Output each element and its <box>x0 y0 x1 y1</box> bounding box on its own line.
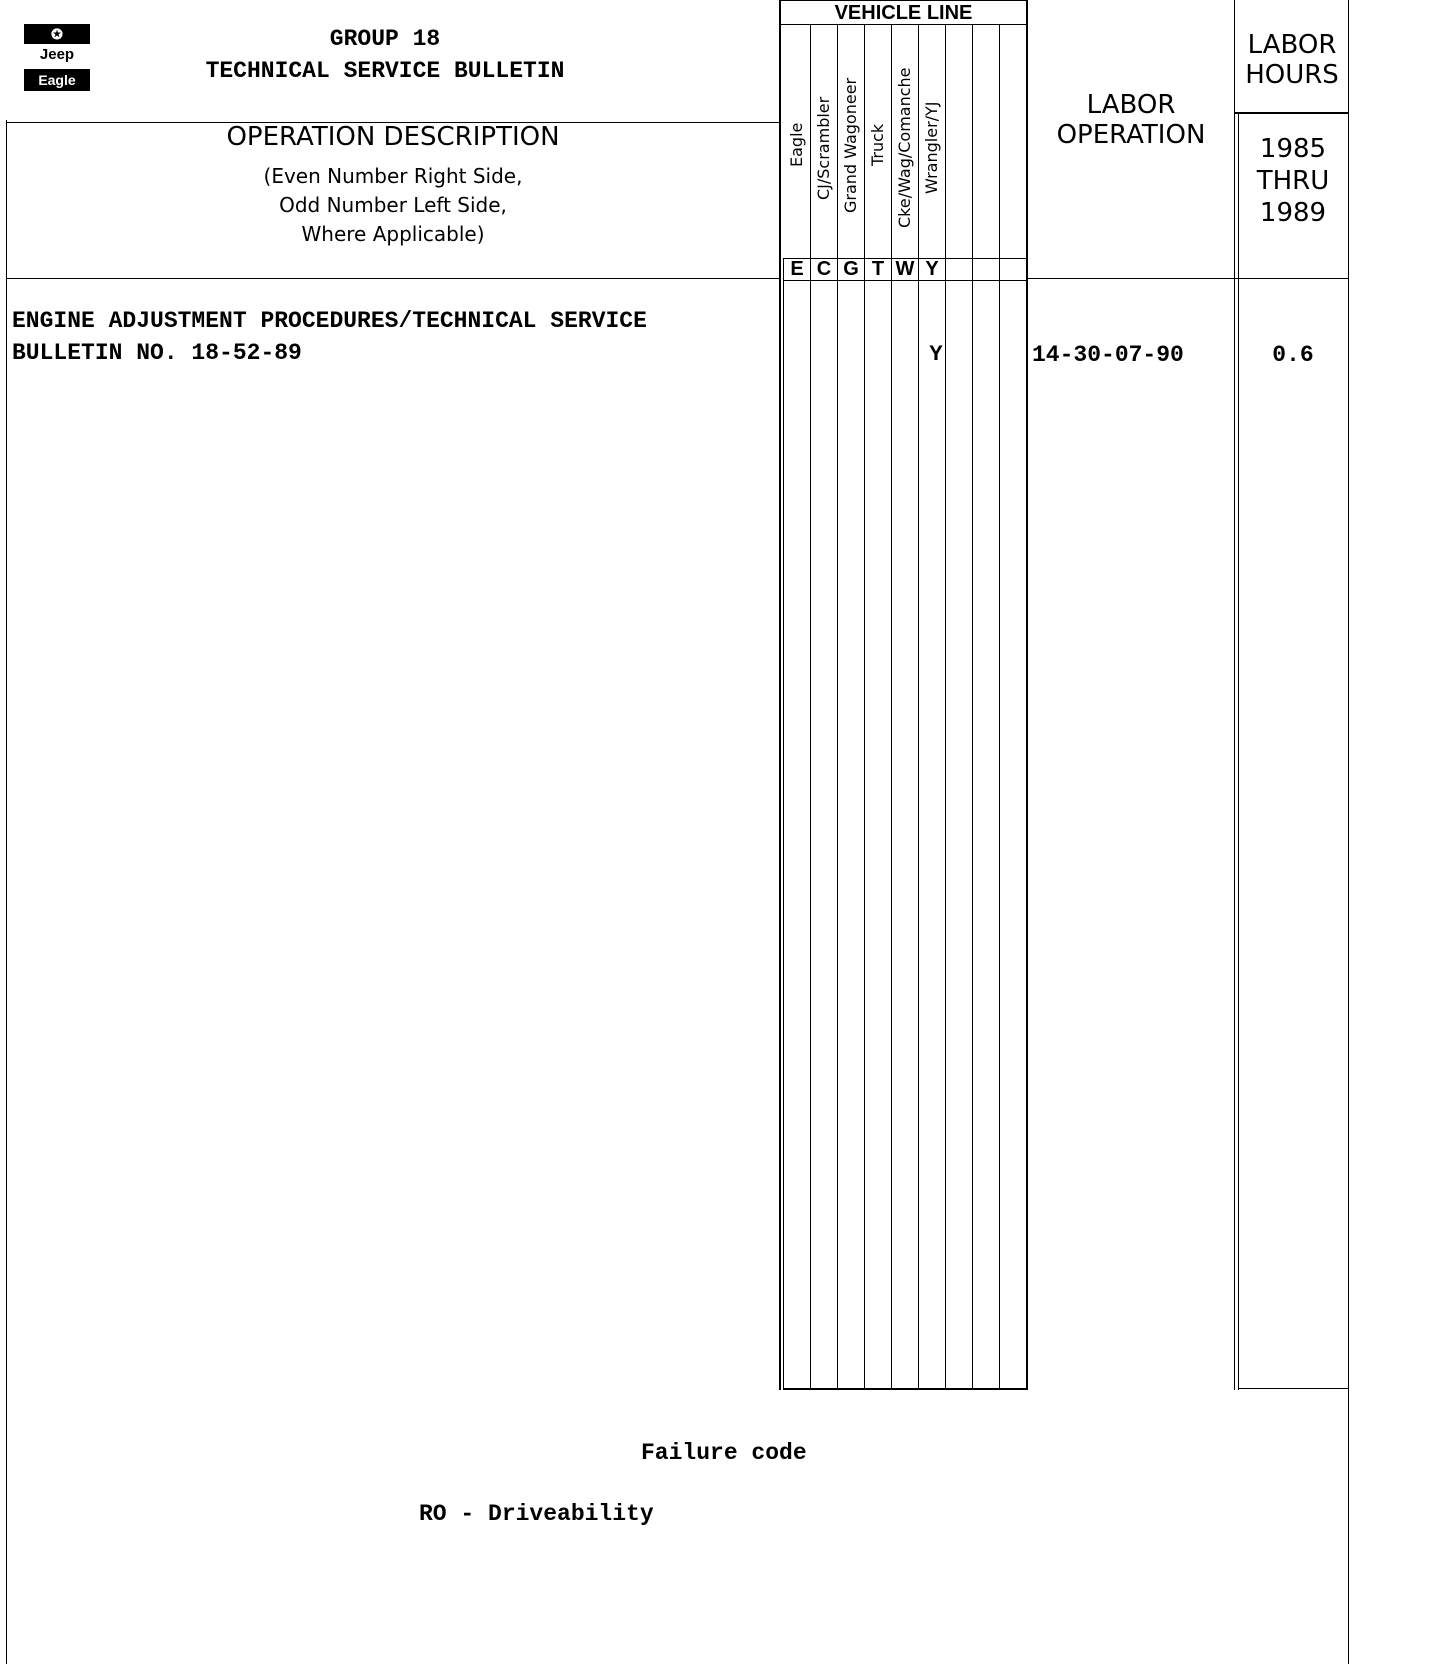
top-border <box>779 0 1028 1</box>
labor-hours-title-line2: HOURS <box>1245 60 1339 90</box>
logo-jeep-text: Jeep <box>39 46 75 63</box>
vehicle-code-t: T <box>871 258 885 280</box>
bulletin-type: TECHNICAL SERVICE BULLETIN <box>205 58 565 84</box>
vehicle-name-cke-wag-comanche: Cke/Wag/Comanche <box>895 67 914 228</box>
vehicle-code-e: E <box>790 258 804 280</box>
labor-hours-header-divider <box>1240 278 1348 279</box>
vehicle-code-y: Y <box>925 258 939 280</box>
operation-description-title: OPERATION DESCRIPTION <box>226 122 560 152</box>
vehicle-col-line <box>999 24 1000 1390</box>
vehicle-code-c: C <box>816 258 832 280</box>
labor-hours-year-to: 1989 <box>1259 198 1327 228</box>
failure-code-value: RO - Driveability <box>419 1501 654 1527</box>
vehicle-col-line <box>864 24 865 1390</box>
labor-hours-thru: THRU <box>1256 166 1330 196</box>
jeep-eagle-logo <box>24 24 90 94</box>
vehicle-line-title: VEHICLE LINE <box>834 2 973 24</box>
operation-note-line3: Where Applicable) <box>301 222 485 246</box>
group-title: GROUP 18 <box>329 26 441 52</box>
vehicle-code-g: G <box>843 258 859 280</box>
labor-hours-bottom-line <box>1238 1388 1348 1389</box>
vehicle-col-line <box>783 258 784 1390</box>
labor-hours-inner-line <box>1238 114 1239 1390</box>
pentastar-icon: ✪ <box>24 24 90 44</box>
labor-operation-title-line1: LABOR <box>1086 90 1176 120</box>
logo-eagle-text: Eagle <box>24 69 90 91</box>
vehicle-col-line <box>810 24 811 1390</box>
labor-operation-title-line2: OPERATION <box>1056 120 1206 150</box>
vehicle-name-wrangler-yj: Wrangler/YJ <box>922 101 941 194</box>
right-border <box>1348 0 1349 1664</box>
failure-code-label: Failure code <box>641 1440 807 1466</box>
entry-labor-operation: 14-30-07-90 <box>1032 342 1184 368</box>
left-border <box>6 120 7 1664</box>
entry-description-line1: ENGINE ADJUSTMENT PROCEDURES/TECHNICAL SERVICE <box>12 308 647 334</box>
vehicle-name-grand-wagoneer: Grand Wagoneer <box>841 77 860 213</box>
operation-note-line1: (Even Number Right Side, <box>263 164 523 188</box>
description-header-divider <box>6 278 780 279</box>
vehicle-name-eagle: Eagle <box>787 122 806 167</box>
labor-hours-left-line <box>1234 0 1235 1390</box>
operation-note-line2: Odd Number Left Side, <box>279 193 507 217</box>
entry-vehicle-mark: Y <box>929 342 943 367</box>
labor-op-header-divider <box>1028 278 1240 279</box>
vehicle-col-line <box>1026 0 1028 1390</box>
entry-labor-hours: 0.6 <box>1272 342 1314 368</box>
labor-hours-year-from: 1985 <box>1259 134 1327 164</box>
labor-hours-title-line1: LABOR <box>1247 30 1337 60</box>
vehicle-name-cj-scrambler: CJ/Scrambler <box>814 96 833 200</box>
vehicle-grid-bottom <box>783 1388 1028 1390</box>
vehicle-col-line <box>891 24 892 1390</box>
labor-hours-header-line <box>1234 112 1348 114</box>
vehicle-col-line <box>918 24 919 1390</box>
vehicle-col-line <box>945 24 946 1390</box>
entry-description-line2: BULLETIN NO. 18-52-89 <box>12 340 302 366</box>
vehicle-name-truck: Truck <box>868 123 887 166</box>
vehicle-col-line <box>837 24 838 1390</box>
vehicle-code-w: W <box>895 258 915 280</box>
vehicle-col-line <box>972 24 973 1390</box>
